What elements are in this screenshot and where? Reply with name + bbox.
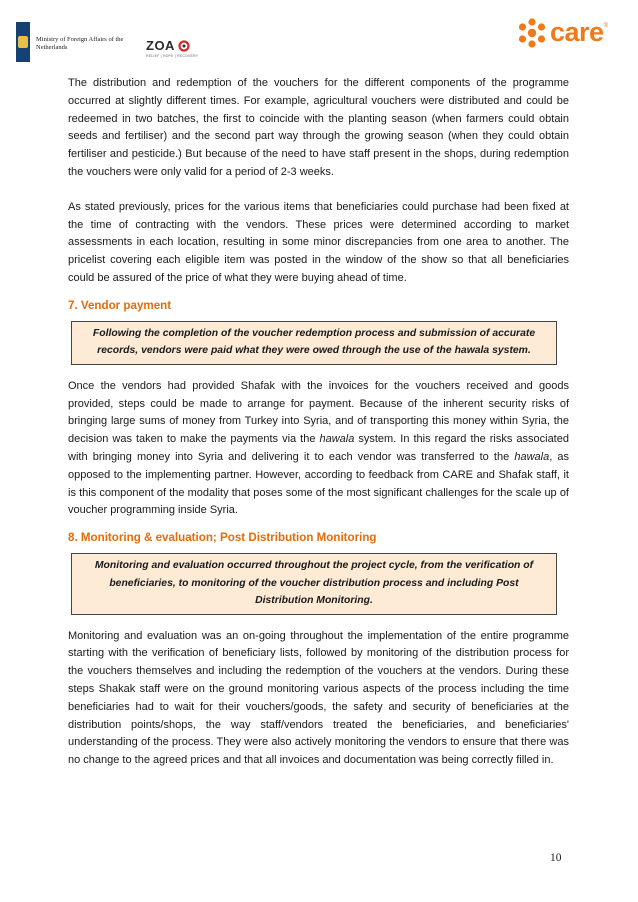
section-heading-monitoring: 8. Monitoring & evaluation; Post Distribution Monitoring [68,531,377,545]
netherlands-emblem-icon [16,22,30,62]
summary-box-monitoring: Monitoring and evaluation occurred throughout the project cycle, from the verification of beneficiaries, to monitoring of the voucher distribution process and including Post Distribution Monitoring. [71,553,557,615]
care-hands-icon [517,18,547,48]
care-logo [517,17,608,48]
netherlands-ministry-logo [16,22,123,62]
zoa-logo-text: ZOA [146,38,175,53]
page-number: 10 [550,852,562,864]
paragraph-pricing: As stated previously, prices for the various items that beneficiaries could purchase had been fixed at the time of contracting with the vendors. These prices were determined according to market assessments in each location, resulting in some minor discrepancies from one area to another. The pricelist covering each eligible item was posted in the window of the show so that all beneficiaries could be assured of the price of what they were buying ahead of time. [68,200,569,284]
page-header [0,0,638,80]
document-body [68,75,569,770]
summary-box-vendor-payment: Following the completion of the voucher redemption process and submission of accurate records, vendors were paid what they were owed through the use of the hawala system. [71,321,557,365]
care-trademark: ® [603,22,608,29]
zoa-swirl-icon [178,40,190,52]
hawala-term: hawala [319,433,355,446]
paragraph-voucher-timing: The distribution and redemption of the vouchers for the different components of the programme occurred at slightly different times. For example, agricultural vouchers were distributed and could be redeemed in two batches, the first to coincide with the planting season (when farmers could obtain seeds and fertiliser) and the second part way through the growing season (when they could obtain fertiliser and pesticide.) But because of the need to have staff present in the shops, during redemption the vouchers were only valid for a period of 2-3 weeks. [68,77,569,178]
zoa-logo [146,38,198,58]
hawala-term: hawala [514,450,550,463]
paragraph-vendor-payment: Once the vendors had provided Shafak with the invoices for the vouchers received and goods provided, steps could be made to arrange for payment. Because of the inherent security risks of bringing large sums of money from Turkey into Syria, and of transporting this money within Syria, the decision was taken to make the payments via the hawala system. In this regard the risks associated with bringing money into Syria and delivering it to each vendor was transferred to the hawala, as opposed to the implementing partner. However, according to feedback from CARE and Shafak staff, it is this component of the modality that poses some of the most significant challenges for the scale up of voucher programming inside Syria. [68,379,569,517]
section-heading-vendor-payment: 7. Vendor payment [68,298,172,312]
netherlands-ministry-name: Ministry of Foreign Affairs of the Netherlands [36,36,124,51]
zoa-tagline: RELIEF | HOPE | RECOVERY [146,54,199,58]
paragraph-monitoring: Monitoring and evaluation was an on-going throughout the implementation of the entire programme starting with the verification of beneficiary lists, followed by monitoring of the distribution process for the vouchers themselves and including the redemption of the vouchers at the vendors. During these steps Shakak staff were on the ground monitoring various aspects of the process including the time beneficiaries had to wait for their vouchers/goods, the safety and security of beneficiaries at the distribution points/shops, the way staff/vendors treated the beneficiaries, and beneficiaries' understanding of the process. They were also actively monitoring the vendors to ensure that there was no change to the agreed prices and that all invoices and documentation was being correctly filled in. [68,629,569,767]
care-logo-text: care [550,17,604,47]
